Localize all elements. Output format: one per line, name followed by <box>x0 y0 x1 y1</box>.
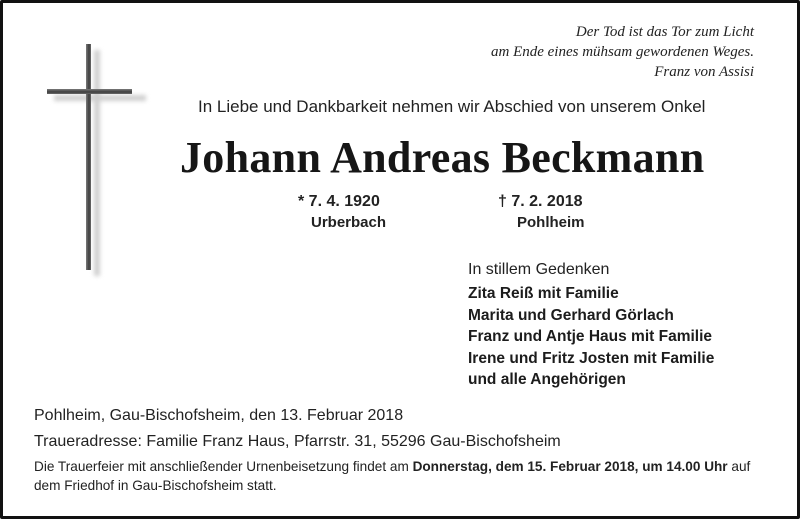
cross-icon-horizontal <box>47 89 132 94</box>
ceremony-info <box>34 457 769 495</box>
intro-text: In Liebe und Dankbarkeit nehmen wir Abschied von unserem Onkel <box>198 97 706 116</box>
mourner-item: Zita Reiß mit Familie <box>468 285 619 302</box>
cross-shadow-horizontal <box>54 95 146 101</box>
cross-shadow-vertical <box>94 50 100 276</box>
mourners-label: In stillem Gedenken <box>468 261 610 278</box>
place-date: Pohlheim, Gau-Bischofsheim, den 13. Februar 2018 <box>34 407 404 424</box>
ceremony-text-2: auf dem Friedhof in Gau-Bischofsheim statt. <box>34 459 751 493</box>
mourner-item: und alle Angehörigen <box>468 371 626 388</box>
deceased-name: Johann Andreas Beckmann <box>180 133 705 182</box>
cross-icon-vertical <box>86 44 91 270</box>
mourner-item: Marita und Gerhard Görlach <box>468 306 674 324</box>
mourner-item: Irene und Fritz Josten mit Familie <box>468 349 715 367</box>
death-place: Pohlheim <box>517 214 585 231</box>
birth-place: Urberbach <box>311 214 387 231</box>
quote-line-2: am Ende eines mühsam gewordenen Weges. <box>490 44 754 60</box>
birth-date: * 7. 4. 1920 <box>298 193 380 210</box>
ceremony-text-1: Die Trauerfeier mit anschließender Urnenbeisetzung findet am <box>34 459 413 474</box>
quote-block <box>491 22 754 82</box>
mourner-item: Franz und Antje Haus mit Familie <box>468 328 713 345</box>
quote-line-1: Der Tod ist das Tor zum Licht <box>575 24 754 40</box>
ceremony-date: Donnerstag, dem 15. Februar 2018, um 14.00 Uhr <box>412 459 728 474</box>
mourners-list <box>468 283 714 391</box>
mourning-address: Traueradresse: Familie Franz Haus, Pfarrstr. 31, 55296 Gau-Bischofsheim <box>34 433 561 450</box>
death-date: † 7. 2. 2018 <box>498 193 583 210</box>
quote-author: Franz von Assisi <box>654 64 754 80</box>
